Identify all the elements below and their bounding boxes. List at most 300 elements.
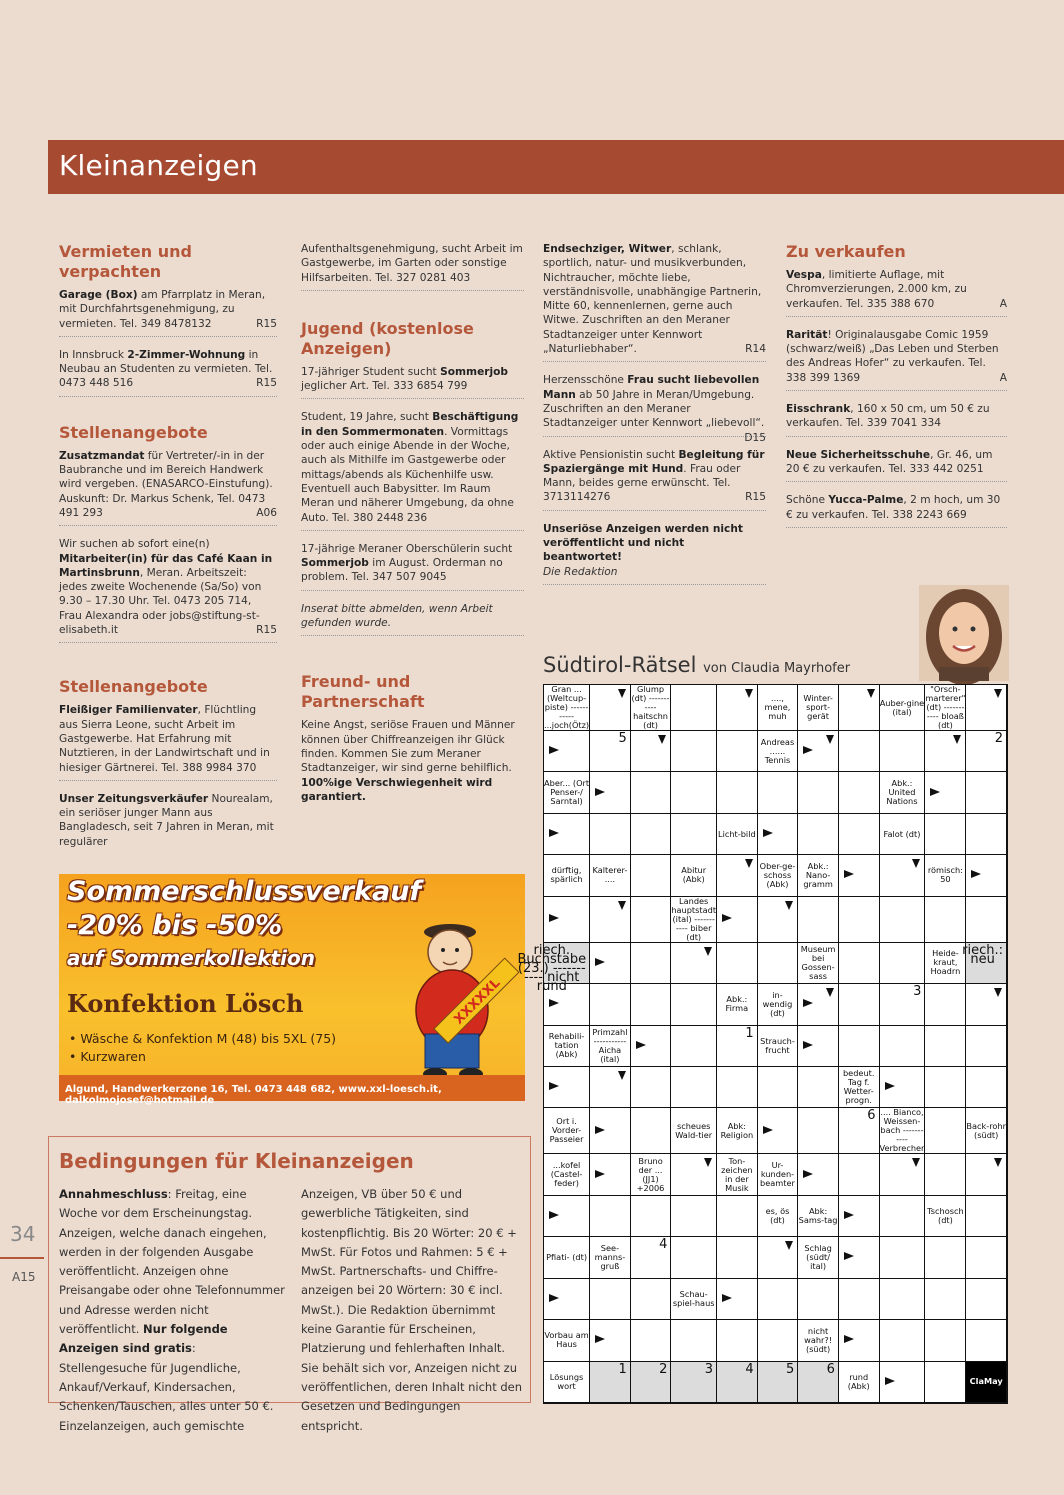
ad-fridge: Eisschrank, 160 x 50 cm, um 50 € zu verkaufen. Tel. 339 7041 334 [786, 402, 1007, 437]
solution-number: 2 [994, 731, 1003, 746]
arrow-down-icon [704, 947, 712, 956]
answer-cell[interactable] [758, 1108, 799, 1154]
numbered-cell[interactable] [631, 1237, 672, 1278]
answer-cell[interactable] [631, 943, 672, 984]
arrow-right-icon [595, 1126, 605, 1134]
answer-cell[interactable] [966, 984, 1007, 1025]
conditions-title: Bedingungen für Kleinanzeigen [59, 1149, 414, 1173]
answer-cell[interactable] [880, 1320, 926, 1361]
answer-cell[interactable] [839, 1196, 880, 1237]
arrow-right-icon [885, 1082, 895, 1090]
ad-apartment: In Innsbruck 2-Zimmer-Wohnung in Neubau an Studenten zu vermieten. Tel. 0473 448 516 R15 [59, 348, 277, 397]
ad-comic: Rarität! Originalausgabe Comic 1959 (schwarz/weiß) „Das Leben und Sterben des Andreas Hofer“ zu verkaufen. Tel. 338 399 1369 A [786, 328, 1007, 391]
answer-cell[interactable] [671, 943, 717, 984]
clue-cell: Heide-kraut, Hoadrn [925, 943, 966, 984]
answer-cell[interactable] [590, 685, 631, 731]
arrow-down-icon [912, 1158, 920, 1167]
clue-cell: Ton-zeichen in der Musik [717, 1154, 758, 1195]
page-title: Kleinanzeigen [59, 149, 258, 182]
ad-schoolgirl: 17-jährige Meraner Oberschülerin sucht Sommerjob im August. Orderman no problem. Tel. 347 507 9045 [301, 542, 524, 591]
answer-cell[interactable] [671, 1196, 717, 1237]
arrow-right-icon [803, 1041, 813, 1049]
answer-cell[interactable] [631, 772, 672, 813]
answer-cell[interactable] [671, 984, 717, 1025]
answer-cell[interactable] [590, 1108, 631, 1154]
solution-number: riech.: neu [962, 942, 1003, 967]
answer-cell[interactable] [966, 1067, 1007, 1108]
answer-cell[interactable] [839, 984, 880, 1025]
conditions-box [48, 1136, 531, 1433]
arrow-right-icon [930, 788, 940, 796]
column-4 [786, 242, 1007, 539]
answer-cell[interactable] [925, 1108, 966, 1154]
banner-list [69, 1030, 336, 1066]
answer-cell[interactable] [717, 685, 758, 731]
arrow-right-icon [885, 1377, 895, 1385]
section-header [48, 140, 1064, 194]
ad-partnership: Keine Angst, seriöse Frauen und Männer können über Chiffreanzeigen ihr Glück finden. Kommen Sie zum Meraner Stadtanzeiger, wir sind gerne behilflich. 100%ige Verschwiegenheit wird garantiert. [301, 719, 515, 803]
clue-cell: ...kofel (Castel-feder) [544, 1154, 590, 1195]
answer-cell[interactable] [880, 1067, 926, 1108]
ad-woman: Herzensschöne Frau sucht liebevollen Mann ab 50 Jahre in Meran/Umgebung. Zuschriften an den Meraner Stadtanzeiger unter Kennwort „liebevoll“. D15 [543, 374, 766, 444]
clue-cell: Aber... (Ort Penser-/ Sarntal) [544, 772, 590, 813]
ad-notice: Inserat bitte abmelden, wenn Arbeit gefunden wurde. [301, 602, 524, 637]
answer-cell[interactable] [966, 772, 1007, 813]
solution-number: 4 [659, 1237, 668, 1253]
arrow-right-icon [844, 1211, 854, 1219]
column-2 [301, 242, 524, 804]
arrow-right-icon [595, 788, 605, 796]
section-title-rent: Vermieten und verpachten [59, 242, 192, 281]
answer-cell[interactable] [880, 855, 926, 896]
answer-cell[interactable] [839, 685, 880, 731]
arrow-right-icon [549, 829, 559, 837]
ad-mandate: Zusatzmandat für Vertreter/-in in der Baubranche und im Bereich Handwerk wird vergeben. (ENASARCO-Einstufung). Auskunft: Dr. Markus Schenk, Tel. 0473 491 293 A06 [59, 449, 277, 526]
solution-number: riech. Buchstabe (23.) ----------- nicht rund [517, 942, 587, 994]
conditions-col-2: Anzeigen, VB über 50 € und gewerbliche Tätigkeiten, sind kostenpflichtig. Bis 20 Wörter: 20 € + MwSt. Für Fotos und Rahmen: 5 € + MwSt. Partnerschafts- und Chiffre- anzeigen bei 20 Wörtern: 30 € incl. MwSt.). Die Redaktion übernimmt keine Garantie für Erscheinen, Platzierung und fehlerhaften Inhalt. Sie behält sich vor, Anzeigen nicht zu veröffentlichen, deren Inhalt nicht den Gesetzen und Bedingungen entspricht. [301, 1187, 523, 1433]
answer-cell[interactable] [798, 1279, 839, 1320]
answer-cell[interactable] [590, 1279, 631, 1320]
answer-cell[interactable] [544, 814, 590, 855]
answer-cell[interactable] [880, 1362, 926, 1403]
answer-cell[interactable] [590, 1154, 631, 1195]
solution-cell[interactable] [517, 942, 590, 994]
clue-cell: Gran ... (Weltcup-piste) ----------- ...joch(Ötz) [544, 684, 590, 730]
answer-cell[interactable] [671, 685, 717, 731]
section-title-sale: Zu verkaufen [786, 242, 906, 261]
section-title-jobs-2: Stellenangebote [59, 677, 208, 697]
banner-discount: -20% bis -50% [67, 910, 283, 941]
answer-cell[interactable] [671, 772, 717, 813]
answer-cell[interactable] [925, 1067, 966, 1108]
clue-cell: Vorbau am Haus [544, 1320, 590, 1361]
puzzle-signature: ClaMay [966, 1362, 1007, 1403]
answer-cell[interactable] [798, 814, 839, 855]
answer-cell[interactable] [925, 1320, 966, 1361]
arrow-down-icon [745, 859, 753, 868]
answer-cell[interactable] [798, 897, 839, 943]
clue-cell: Schau-spiel-haus [671, 1279, 717, 1320]
arrow-right-icon [636, 1041, 646, 1049]
section-title-jobs: Stellenangebote [59, 422, 208, 442]
puzzle-title: Südtirol-Rätsel von Claudia Mayrhofer [543, 653, 851, 677]
answer-cell[interactable] [839, 1237, 880, 1278]
clue-cell: Abk: Sams-tag [798, 1196, 839, 1237]
arrow-right-icon [549, 746, 559, 754]
author-photo [919, 585, 1009, 681]
clue-cell: Glump (dt) ----------- haitschn (dt) [631, 684, 670, 730]
ad-yucca: Schöne Yucca-Palme, 2 m hoch, um 30 € zu verkaufen. Tel. 338 2243 669 [786, 493, 1007, 528]
banner-footer: Algund, Handwerkerzone 16, Tel. 0473 448 682, www.xxl-loesch.it, dalkolmojosef@hotmail.de [59, 1075, 525, 1101]
answer-cell[interactable] [671, 731, 717, 772]
clue-cell: nicht wahr?! (südt) [798, 1320, 839, 1361]
answer-cell[interactable] [839, 1026, 880, 1067]
answer-cell[interactable] [758, 814, 799, 855]
clue-cell: Abitur (Abk) [671, 855, 717, 896]
answer-cell[interactable] [671, 814, 717, 855]
answer-cell[interactable] [839, 1320, 880, 1361]
ad-shoes: Neue Sicherheitsschuhe, Gr. 46, um 20 € zu verkaufen. Tel. 333 442 0251 [786, 448, 1007, 483]
answer-cell[interactable] [880, 731, 926, 772]
answer-cell[interactable] [717, 1320, 758, 1361]
answer-cell[interactable] [925, 731, 966, 772]
ad-widower: Endsechziger, Witwer, schlank, sportlich, natur- und musikverbunden, Nichtraucher, möchte liebe, verständnisvolle, unabhängige Partnerin, Mitte 60, kennenlernen, gerne auch Witwe. Zuschriften an den Meraner Stadtanzeiger unter Kennwort „Naturliebhaber“. R14 [543, 242, 766, 362]
answer-cell[interactable] [966, 685, 1007, 731]
answer-cell[interactable] [798, 984, 839, 1025]
answer-cell[interactable] [758, 943, 799, 984]
answer-cell[interactable] [631, 814, 672, 855]
arrow-down-icon [994, 689, 1002, 698]
arrow-right-icon [549, 1294, 559, 1302]
clue-cell: "Orsch-marterer" (dt) ----------- bloaß (dt) [925, 684, 966, 730]
answer-cell[interactable] [966, 1320, 1007, 1361]
solution-cell[interactable] [758, 1362, 799, 1403]
answer-cell[interactable] [590, 1196, 631, 1237]
arrow-down-icon [912, 859, 920, 868]
banner-headline: Sommerschlussverkauf [67, 876, 422, 907]
answer-cell[interactable] [590, 1320, 631, 1361]
arrow-right-icon [595, 958, 605, 966]
ad-family-father: Fleißiger Familienvater, Flüchtling aus Sierra Leone, sucht Arbeit im Gastgewerbe. Hat Erfahrung mit Nutztieren, in der Landwirtschaft und in hiesiger Gärtnerei. Tel. 388 9984 370 [59, 703, 277, 780]
solution-cell[interactable] [631, 1362, 672, 1403]
banner-list-item: • Wäsche & Konfektion M (48) bis 5XL (75) [69, 1030, 336, 1048]
solution-number: 4 [745, 1361, 754, 1377]
clue-cell: .... Bianco, Weissen-bach ----------- Verbrecher [879, 1107, 925, 1154]
answer-cell[interactable] [631, 1320, 672, 1361]
page-divider [0, 1257, 44, 1259]
clue-cell: Museum bei Gossen-sass [798, 943, 839, 984]
arrow-right-icon [549, 1082, 559, 1090]
clue-cell: dürftig, spärlich [544, 855, 590, 896]
solution-number: 6 [867, 1108, 876, 1124]
answer-cell[interactable] [798, 772, 839, 813]
mascot-label: XXXXXL [451, 975, 504, 1028]
answer-cell[interactable] [631, 1026, 672, 1067]
answer-cell[interactable] [839, 943, 880, 984]
answer-cell[interactable] [631, 1108, 672, 1154]
answer-cell[interactable] [880, 1026, 926, 1067]
answer-cell[interactable] [717, 1067, 758, 1108]
arrow-right-icon [549, 914, 559, 922]
answer-cell[interactable] [544, 897, 590, 943]
answer-cell[interactable] [839, 855, 880, 896]
answer-cell[interactable] [925, 1026, 966, 1067]
answer-cell[interactable] [544, 1067, 590, 1108]
solution-number: 3 [913, 984, 922, 1000]
answer-cell[interactable] [717, 1237, 758, 1278]
solution-cell[interactable] [590, 1362, 631, 1403]
clue-cell: Ort i. Vorder-Passeier [544, 1108, 590, 1154]
clue-cell: Abk: Religion [717, 1108, 758, 1154]
clue-cell: Andreas ...... Tennis [758, 731, 799, 772]
answer-cell[interactable] [631, 984, 672, 1025]
arrow-down-icon [994, 1158, 1002, 1167]
answer-cell[interactable] [880, 1196, 926, 1237]
banner-subline: auf Sommerkollektion [67, 946, 315, 970]
answer-cell[interactable] [631, 731, 672, 772]
answer-cell[interactable] [966, 897, 1007, 943]
answer-cell[interactable] [758, 1067, 799, 1108]
answer-cell[interactable] [717, 897, 758, 943]
answer-cell[interactable] [966, 1154, 1007, 1195]
arrow-down-icon [867, 689, 875, 698]
ad-student-19: Student, 19 Jahre, sucht Beschäftigung in den Sommermonaten. Vormittags oder auch einige Abende in der Woche, auch als Mithilfe im Gastgewerbe oder mittags/abends als Küchenhilfe usw. Eventuell auch Babysitter. Im Raum Meran und näherer Umgebung, da ohne Auto. Tel. 380 2448 236 [301, 410, 524, 530]
answer-cell[interactable] [839, 1279, 880, 1320]
answer-cell[interactable] [671, 1320, 717, 1361]
clue-cell: Winter-sport-gerät [798, 685, 839, 731]
answer-cell[interactable] [671, 1237, 717, 1278]
answer-cell[interactable] [590, 772, 631, 813]
clue-cell: Pfiati- (dt) [544, 1237, 590, 1278]
answer-cell[interactable] [671, 1067, 717, 1108]
clue-cell: Schlag (südt/ ital) [798, 1237, 839, 1278]
answer-cell[interactable] [925, 1362, 966, 1403]
page-section: A15 [12, 1270, 36, 1284]
clue-cell: Strauch-frucht [758, 1026, 799, 1067]
clue-cell: Ober-ge-schoss (Abk) [758, 855, 799, 896]
numbered-cell[interactable] [966, 731, 1007, 772]
solution-number: 3 [704, 1361, 714, 1377]
arrow-down-icon [785, 1241, 793, 1250]
clue-cell: Lösungs wort [544, 1362, 590, 1403]
solution-number: 1 [618, 1361, 627, 1377]
answer-cell[interactable] [798, 1108, 839, 1154]
clue-cell: Back-rohr (südt) [966, 1108, 1007, 1154]
arrow-down-icon [658, 735, 666, 744]
page-number: 34 [10, 1222, 36, 1246]
answer-cell[interactable] [839, 731, 880, 772]
answer-cell[interactable] [925, 1237, 966, 1278]
answer-cell[interactable] [966, 814, 1007, 855]
arrow-right-icon [971, 870, 981, 878]
answer-cell[interactable] [544, 984, 590, 1025]
numbered-cell[interactable] [839, 1108, 880, 1154]
answer-cell[interactable] [590, 814, 631, 855]
answer-cell[interactable] [925, 1279, 966, 1320]
clue-cell: es, ös (dt) [758, 1196, 799, 1237]
answer-cell[interactable] [798, 1067, 839, 1108]
clue-cell: Abk.: Firma [717, 984, 758, 1025]
answer-cell[interactable] [717, 731, 758, 772]
arrow-right-icon [844, 870, 854, 878]
answer-cell[interactable] [758, 1237, 799, 1278]
arrow-right-icon [803, 746, 813, 754]
arrow-right-icon [763, 1126, 773, 1134]
numbered-cell[interactable] [717, 1026, 758, 1067]
answer-cell[interactable] [671, 1026, 717, 1067]
arrow-right-icon [595, 1335, 605, 1343]
numbered-cell[interactable] [590, 731, 631, 772]
arrow-right-icon [844, 1335, 854, 1343]
ad-pensioner: Aktive Pensionistin sucht Begleitung für Spaziergänge mit Hund. Frau oder Mann, beides gerne erwünscht. Tel. 3713114276 R15 [543, 448, 766, 511]
answer-cell[interactable] [717, 1196, 758, 1237]
clue-cell: Bruno der ... (JJ1) +2006 [631, 1154, 672, 1195]
ad-vespa: Vespa, limitierte Auflage, mit Chromverzierungen, 2.000 km, zu verkaufen. Tel. 335 388 670 A [786, 268, 1007, 317]
clue-cell: rund (Abk) [839, 1362, 880, 1403]
answer-cell[interactable] [798, 731, 839, 772]
ad-continued: Aufenthaltsgenehmigung, sucht Arbeit im Gastgewerbe, im Garten oder sonstige Hilfsarbeiten. Tel. 327 0281 403 [301, 242, 524, 291]
clue-cell: Rehabili-tation (Abk) [544, 1026, 590, 1067]
numbered-cell[interactable] [880, 984, 926, 1025]
arrow-down-icon [953, 735, 961, 744]
answer-cell[interactable] [758, 1320, 799, 1361]
arrow-down-icon [618, 901, 626, 910]
answer-cell[interactable] [798, 1154, 839, 1195]
solution-number: 1 [745, 1025, 754, 1041]
answer-cell[interactable] [966, 1279, 1007, 1320]
clue-cell: ...., mene, muh [758, 685, 799, 731]
answer-cell[interactable] [925, 814, 966, 855]
clue-cell: See-manns-gruß [590, 1237, 631, 1278]
solution-number: 5 [618, 731, 627, 746]
clue-cell: Ur-kunden-beamter [758, 1154, 799, 1195]
answer-cell[interactable] [925, 772, 966, 813]
answer-cell[interactable] [544, 1196, 590, 1237]
ad-garage: Garage (Box) am Pfarrplatz in Meran, mit Durchfahrtsgenehmigung, zu vermieten. Tel. 349 8478132 R15 [59, 288, 277, 337]
arrow-right-icon [549, 999, 559, 1007]
answer-cell[interactable] [544, 1279, 590, 1320]
answer-cell[interactable] [717, 855, 758, 896]
arrow-right-icon [595, 1170, 605, 1178]
banner-ad[interactable] [59, 874, 525, 1106]
solution-cell[interactable] [962, 942, 1007, 984]
arrow-right-icon [722, 914, 732, 922]
clue-cell: Abk.: United Nations [880, 772, 926, 813]
arrow-right-icon [722, 1294, 732, 1302]
ad-newspaper-seller: Unser Zeitungsverkäufer Nourealam, ein seriöser junger Mann aus Bangladesch, seit 7 Jahren in Meran, mit regulärer [59, 792, 274, 848]
answer-cell[interactable] [758, 897, 799, 943]
column-3 [543, 242, 766, 596]
clue-cell: scheues Wald-tier [671, 1108, 717, 1154]
answer-cell[interactable] [544, 731, 590, 772]
arrow-down-icon [704, 1158, 712, 1167]
arrow-down-icon [826, 988, 834, 997]
answer-cell[interactable] [590, 1067, 631, 1108]
answer-cell[interactable] [966, 1026, 1007, 1067]
solution-cell[interactable] [717, 1362, 758, 1403]
answer-cell[interactable] [631, 1067, 672, 1108]
section-title-partnership: Freund- und Partnerschaft [301, 672, 425, 712]
answer-cell[interactable] [631, 1279, 672, 1320]
answer-cell[interactable] [631, 1196, 672, 1237]
arrow-down-icon [745, 689, 753, 698]
solution-number: 6 [826, 1361, 835, 1377]
editorial-notice: Unseriöse Anzeigen werden nicht veröffentlicht und nicht beantwortet! Die Redaktion [543, 522, 766, 585]
ad-student-17: 17-jähriger Student sucht Sommerjob jeglicher Art. Tel. 333 6854 799 [301, 365, 524, 400]
answer-cell[interactable] [925, 984, 966, 1025]
section-title-youth: Jugend (kostenlose Anzeigen) [301, 318, 474, 358]
answer-cell[interactable] [880, 897, 926, 943]
answer-cell[interactable] [966, 1196, 1007, 1237]
answer-cell[interactable] [590, 897, 631, 943]
answer-cell[interactable] [590, 943, 631, 984]
answer-cell[interactable] [880, 943, 926, 984]
answer-cell[interactable] [631, 855, 672, 896]
banner-list-item: • Kurzwaren [69, 1048, 336, 1066]
mascot-figure-icon [405, 922, 523, 1084]
arrow-right-icon [549, 1211, 559, 1219]
clue-cell: Primzahl ----------- Aicha (ital) [590, 1026, 631, 1067]
clue-cell: Landes hauptstadt (ital) ----------- biber (dt) [671, 895, 717, 942]
answer-cell[interactable] [925, 1154, 966, 1195]
arrow-right-icon [803, 1170, 813, 1178]
arrow-right-icon [844, 1252, 854, 1260]
clue-cell: Abk.: Nano-gramm [798, 855, 839, 896]
clue-cell: Kalterer- .... [590, 855, 631, 896]
arrow-down-icon [826, 735, 834, 744]
answer-cell[interactable] [758, 772, 799, 813]
arrow-down-icon [785, 901, 793, 910]
answer-cell[interactable] [671, 1154, 717, 1195]
answer-cell[interactable] [798, 1026, 839, 1067]
clue-cell: bedeut. Tag f. Wetter-progn. [839, 1067, 880, 1108]
clue-cell: Auber-gine (ital) [880, 685, 926, 731]
answer-cell[interactable] [717, 772, 758, 813]
answer-cell[interactable] [839, 897, 880, 943]
crossword-grid[interactable] [517, 684, 1008, 1404]
answer-cell[interactable] [758, 1279, 799, 1320]
conditions-col-1: Annahmeschluss: Freitag, eine Woche vor dem Erscheinungstag. Anzeigen, welche danach eingehen, werden in der folgenden Ausgabe veröffentlicht. Anzeigen ohne Preisangabe oder ohne Telefonnummer und Adresse werden nicht veröffentlicht. Nur folgende Anzeigen sind gratis: Stellengesuche für Jugendliche, Ankauf/Verkauf, Kindersachen, Schenken/Tauschen, alles unter 50 €. Einzelanzeigen, auch gemischte [59, 1187, 285, 1433]
answer-cell[interactable] [880, 1154, 926, 1195]
answer-cell[interactable] [839, 814, 880, 855]
clue-cell: Licht-bild [717, 814, 758, 855]
arrow-down-icon [994, 988, 1002, 997]
answer-cell[interactable] [880, 1279, 926, 1320]
solution-number: 5 [786, 1361, 795, 1377]
solution-number: 2 [659, 1361, 668, 1377]
solution-cell[interactable] [671, 1362, 717, 1403]
answer-cell[interactable] [839, 1154, 880, 1195]
answer-cell[interactable] [925, 897, 966, 943]
answer-cell[interactable] [966, 855, 1007, 896]
solution-cell[interactable] [798, 1362, 839, 1403]
answer-cell[interactable] [966, 1237, 1007, 1278]
arrow-right-icon [803, 999, 813, 1007]
column-1 [59, 242, 277, 849]
answer-cell[interactable] [839, 772, 880, 813]
arrow-right-icon [763, 829, 773, 837]
answer-cell[interactable] [717, 943, 758, 984]
answer-cell[interactable] [717, 1279, 758, 1320]
answer-cell[interactable] [880, 1237, 926, 1278]
answer-cell[interactable] [631, 897, 672, 943]
clue-cell: römisch: 50 [925, 855, 966, 896]
ad-cafe: Wir suchen ab sofort eine(n) Mitarbeiter(in) für das Café Kaan in Martinsbrunn, Meran. Arbeitszeit: jedes zweite Wochenende (Sa/So) von 9.30 – 17.30 Uhr. Tel. 0473 205 714, Frau Alexandra oder jobs@stiftung-st-elisabeth.it R15 [59, 537, 277, 643]
clue-cell: Tschosch (dt) [925, 1196, 966, 1237]
clue-cell: in-wendig (dt) [758, 984, 799, 1025]
answer-cell[interactable] [590, 984, 631, 1025]
clue-cell: Falot (dt) [880, 814, 926, 855]
